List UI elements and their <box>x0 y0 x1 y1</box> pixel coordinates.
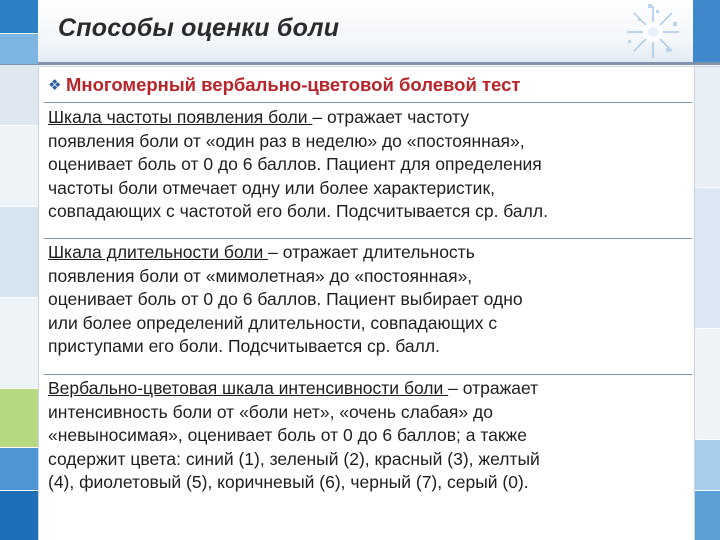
decor-tile <box>693 67 720 187</box>
sparkle-icon <box>618 2 688 62</box>
paragraph-line: оценивает боль от 0 до 6 баллов. Пациент для определения <box>48 154 542 174</box>
paragraph-line: приступами его боли. Подсчитывается ср. балл. <box>48 336 440 356</box>
paragraph-line <box>48 106 688 130</box>
term-frequency: Шкала частоты появления боли <box>48 107 313 127</box>
decor-tile <box>0 491 38 540</box>
paragraph-duration <box>48 241 688 359</box>
paragraph-line: «невыносимая», оценивает боль от 0 до 6 баллов; а также <box>48 425 527 445</box>
decor-tile <box>0 65 38 125</box>
section-heading <box>48 74 520 96</box>
page-title: Способы оценки боли <box>58 14 340 42</box>
paragraph-text: – отражает длительность <box>268 242 475 262</box>
decor-tile <box>0 448 38 490</box>
section-heading-text: Многомерный вербально-цветовой болевой тест <box>66 74 521 95</box>
decor-tile <box>0 389 38 447</box>
term-duration: Шкала длительности боли <box>48 242 269 262</box>
decor-tile <box>0 34 38 64</box>
paragraph-text: – отражает частоту <box>312 107 469 127</box>
decor-tile <box>693 0 720 62</box>
divider <box>44 374 692 375</box>
paragraph-line <box>48 241 688 265</box>
decor-tile <box>693 188 720 328</box>
left-decor-tiles <box>0 0 38 540</box>
decor-tile <box>693 329 720 439</box>
term-intensity: Вербально-цветовая шкала интенсивности боли <box>48 378 449 398</box>
decor-tile <box>0 298 38 388</box>
paragraph-line: совпадающих с частотой его боли. Подсчитывается ср. балл. <box>48 201 548 221</box>
paragraph-line: оценивает боль от 0 до 6 баллов. Пациент выбирает одно <box>48 289 523 309</box>
decor-tile <box>0 0 38 33</box>
header-divider <box>0 62 720 65</box>
paragraph-line: появления боли от «один раз в неделю» до «постоянная», <box>48 130 525 151</box>
decor-tile <box>693 440 720 490</box>
divider <box>44 238 692 239</box>
paragraph-line: частоты боли отмечает одну или более характеристик, <box>48 177 495 198</box>
paragraph-line: интенсивность боли от «боли нет», «очень слабая» до <box>48 401 493 422</box>
decor-tile <box>693 491 720 540</box>
paragraph-text: – отражает <box>448 378 539 398</box>
paragraph-line: содержит цвета: синий (1), зеленый (2), красный (3), желтый <box>48 448 540 469</box>
paragraph-frequency <box>48 106 688 224</box>
paragraph-line: (4), фиолетовый (5), коричневый (6), черный (7), серый (0). <box>48 472 529 492</box>
paragraph-line: появления боли от «мимолетная» до «постоянная», <box>48 265 473 286</box>
decor-tile <box>0 207 38 297</box>
paragraph-intensity <box>48 377 688 495</box>
paragraph-line: или более определений длительности, совпадающих с <box>48 312 498 333</box>
decor-tile <box>0 126 38 206</box>
divider <box>44 102 692 103</box>
diamond-bullet-icon: ❖ <box>48 77 62 94</box>
right-decor-tiles <box>693 0 720 540</box>
paragraph-line <box>48 377 688 401</box>
